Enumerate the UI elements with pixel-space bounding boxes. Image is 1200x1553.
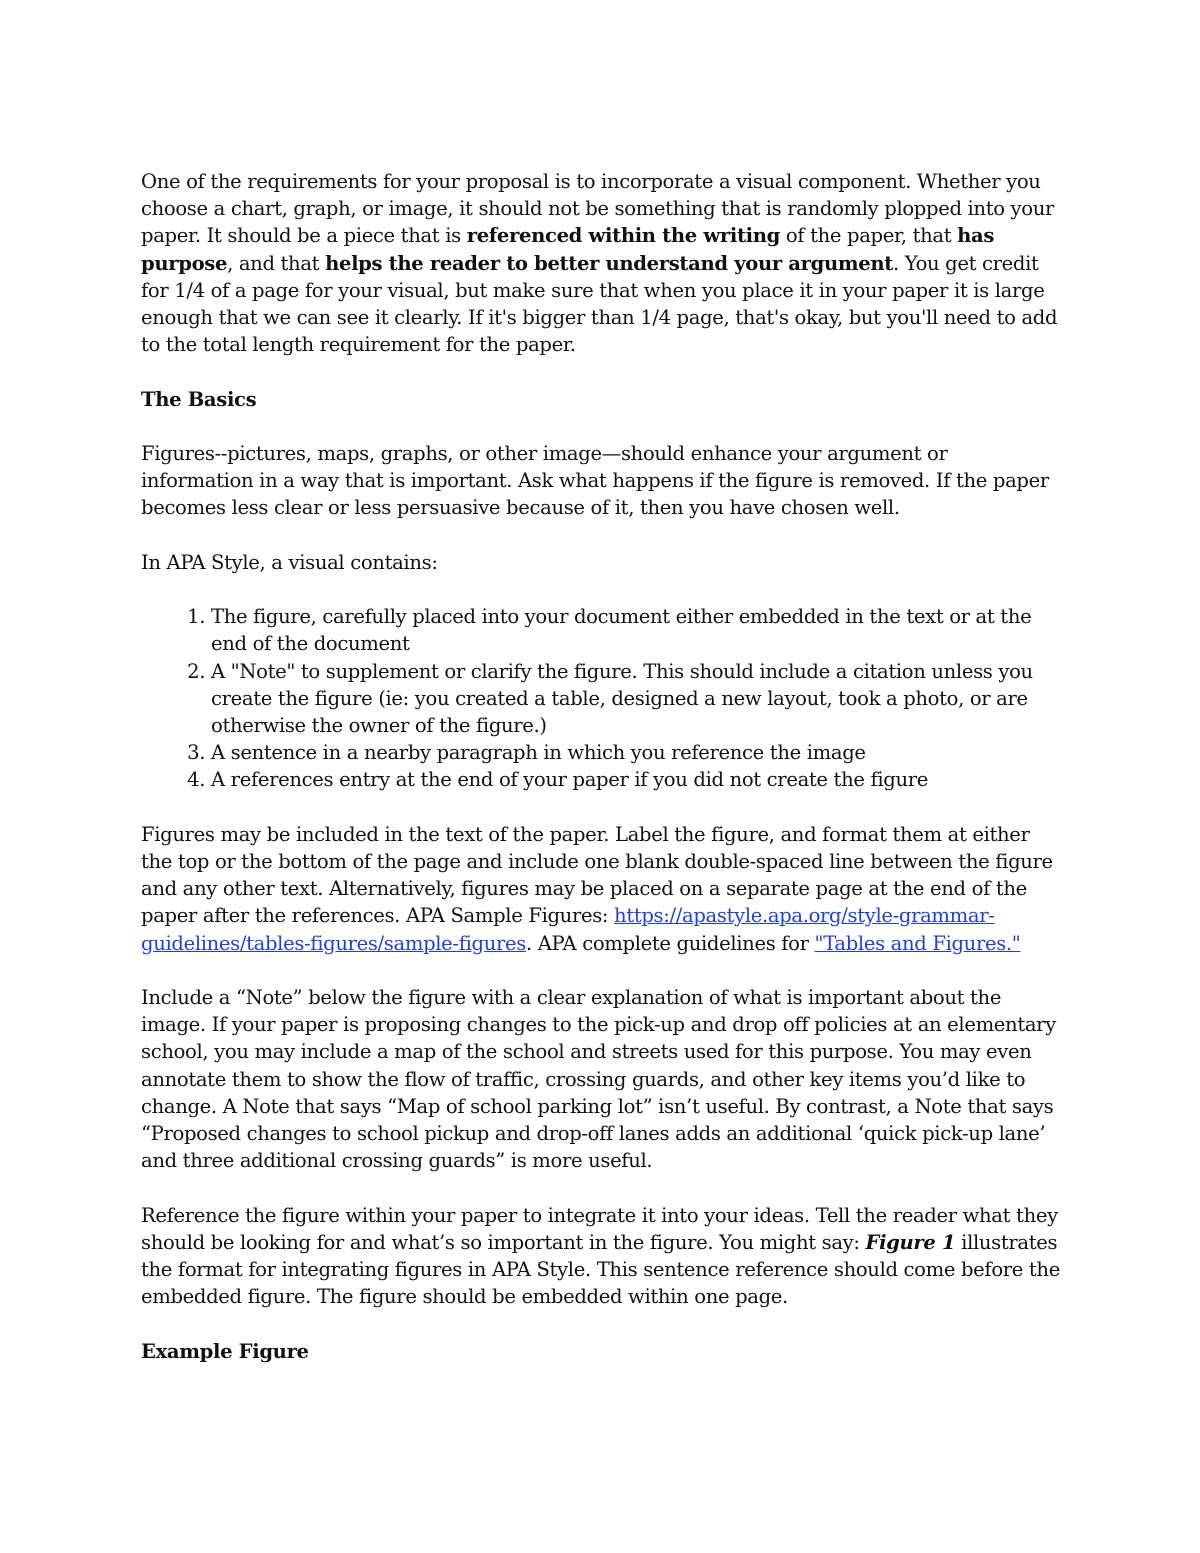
figures-paragraph: Figures--pictures, maps, graphs, or other image—should enhance your argument or information in a way that is important. Ask what happens if the figure is removed. If the paper becomes less clear or less persuasive because of it, then you have chosen well. bbox=[141, 442, 1049, 520]
apa-visual-list bbox=[141, 603, 1060, 793]
list-item: 2. A "Note" to supplement or clarify the figure. This should include a citation unless you create the figure (ie: you created a table, designed a new layout, took a photo, or are otherwise the owner of the figure.) bbox=[211, 658, 1060, 740]
emphasis-referenced: referenced within the writing bbox=[466, 224, 780, 248]
placement-paragraph: Figures may be included in the text of the paper. Label the figure, and format them at either the top or the bottom of the page and include one blank double-spaced line between the figure and any other text. Alternatively, figures may be placed on a separate page at the end of the paper after the references. APA Sample Figures: https://apastyle.apa.org/style-grammar-guidelines/tables-figures/sample-figures. APA complete guidelines for "Tables and Figures." bbox=[141, 822, 1053, 955]
figure-1-emphasis: Figure 1 bbox=[865, 1230, 956, 1254]
emphasis-purpose: has purpose bbox=[141, 224, 995, 275]
list-item: 1. The figure, carefully placed into your document either embedded in the text or at the end of the document bbox=[211, 603, 1060, 657]
apa-sample-figures-link[interactable]: https://apastyle.apa.org/style-grammar-guidelines/tables-figures/sample-figures bbox=[141, 904, 995, 955]
note-paragraph: Include a “Note” below the figure with a clear explanation of what is important about the image. If your paper is proposing changes to the pick-up and drop off policies at an elementary school, you may include a map of the school and streets used for this purpose. You may even annotate them to show the flow of traffic, crossing guards, and other key items you’d like to change. A Note that says “Map of school parking lot” isn’t useful. By contrast, a Note that says “Proposed changes to school pickup and drop-off lanes adds an additional ‘quick pick-up lane’ and three additional crossing guards” is more useful. bbox=[141, 986, 1056, 1173]
apa-visual-intro: In APA Style, a visual contains: bbox=[141, 550, 438, 574]
intro-paragraph: One of the requirements for your proposal is to incorporate a visual component. Whether you choose a chart, graph, or image, it should not be something that is randomly plopped into your paper. It should be a piece that is referenced within the writing of the paper, that has purpose, and that helps the reader to better understand your argument. You get credit for 1/4 of a page for your visual, but make sure that when you place it in your paper it is large enough that we can see it clearly. If it's bigger than 1/4 page, that's okay, but you'll need to add to the total length requirement for the paper. bbox=[141, 170, 1058, 357]
heading-example-figure: Example Figure bbox=[141, 1339, 309, 1363]
tables-and-figures-link[interactable]: "Tables and Figures." bbox=[814, 931, 1021, 955]
heading-the-basics: The Basics bbox=[141, 387, 257, 411]
reference-paragraph: Reference the figure within your paper to integrate it into your ideas. Tell the reader what they should be looking for and what’s so important in the figure. You might say: Figure 1 illustrates the format for integrating figures in APA Style. This sentence reference should come before the embedded figure. The figure should be embedded within one page. bbox=[141, 1203, 1060, 1309]
list-item: 3. A sentence in a nearby paragraph in which you reference the image bbox=[211, 739, 1060, 766]
list-item: 4. A references entry at the end of your paper if you did not create the figure bbox=[211, 766, 1060, 793]
emphasis-helps-reader: helps the reader to better understand your argument bbox=[325, 251, 893, 275]
